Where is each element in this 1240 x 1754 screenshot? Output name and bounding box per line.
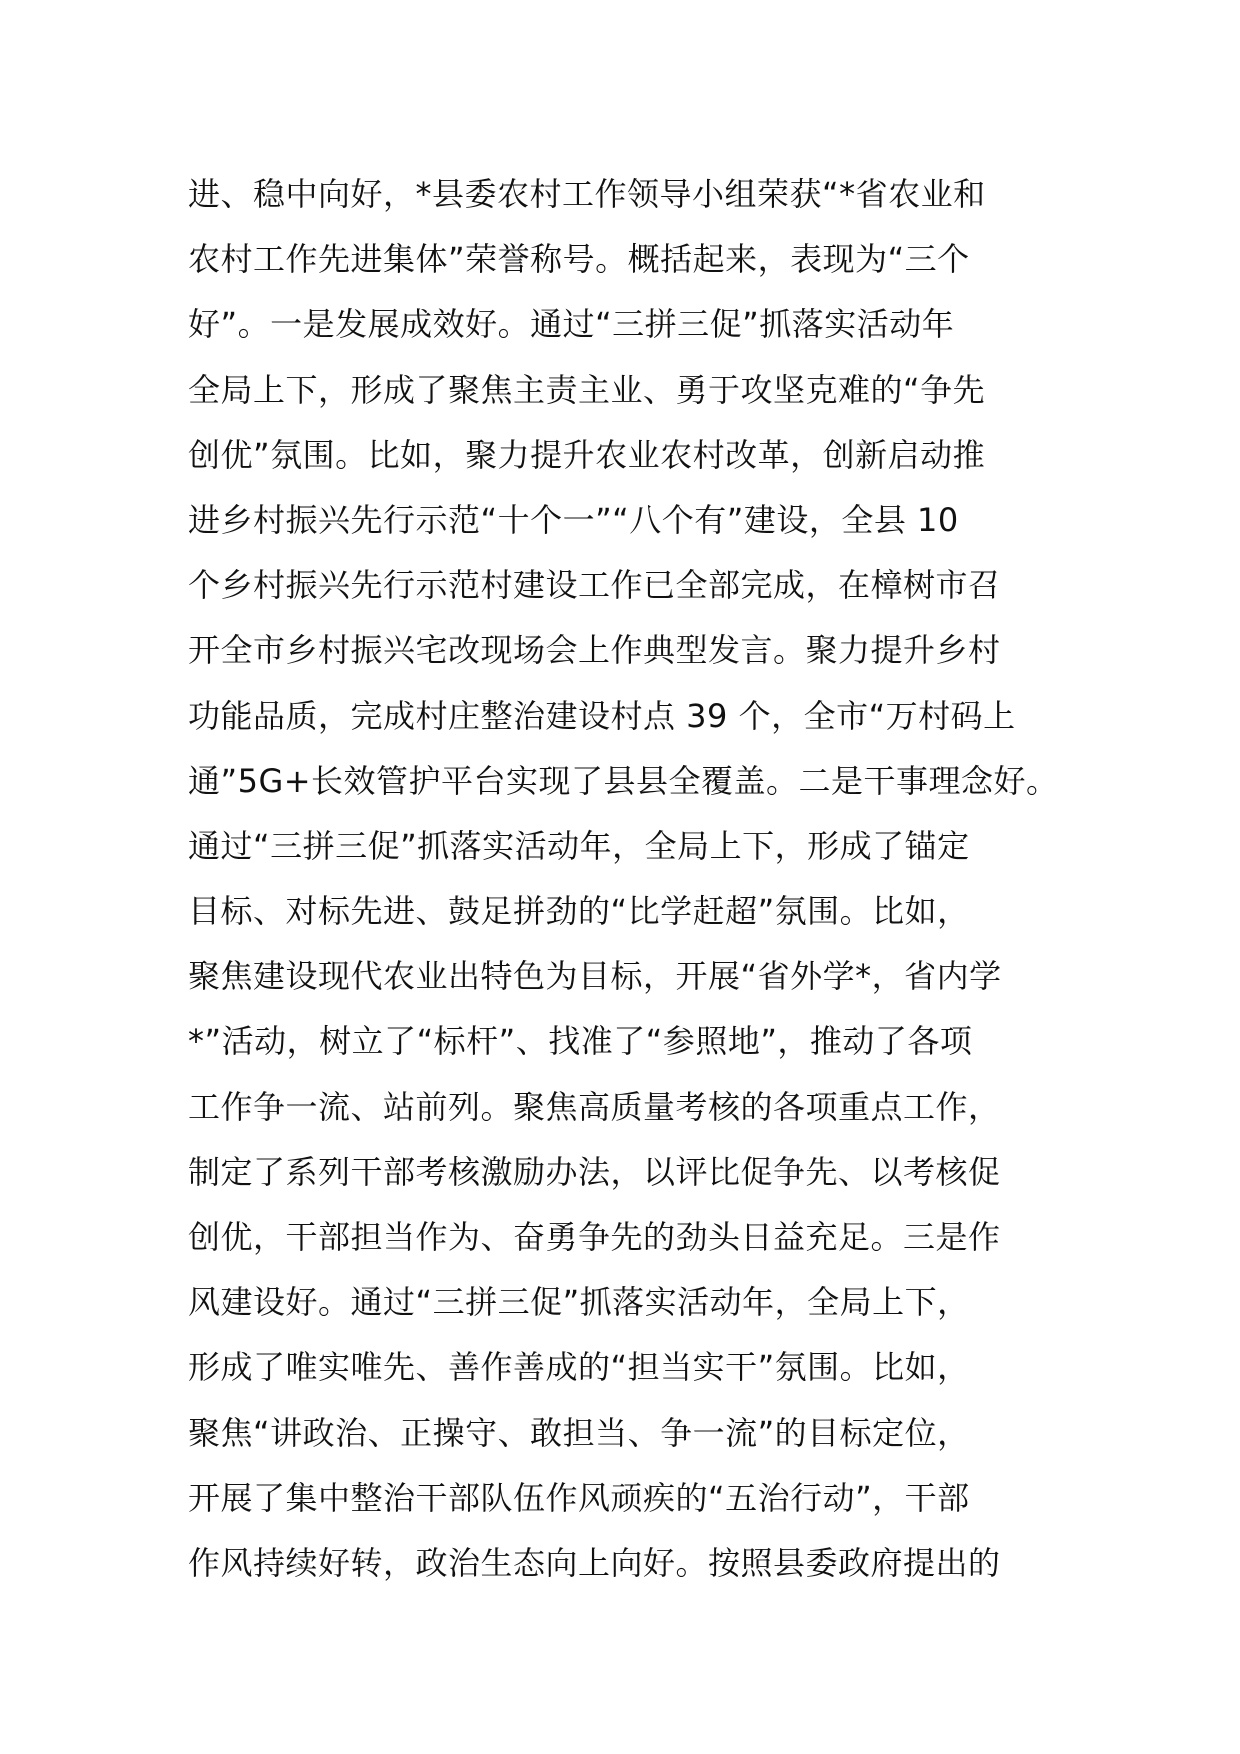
text-line: 作风持续好转，政治生态向上向好。按照县委政府提出的 <box>188 1543 1001 1582</box>
text-line: 进、稳中向好，*县委农村工作领导小组荣获“*省农业和 <box>188 175 986 213</box>
text-line: 创优，干部担当作为、奋勇争先的劲头日益充足。三是作 <box>188 1218 1001 1256</box>
text-line: 个乡村振兴先行示范村建设工作已全部完成，在樟树市召 <box>188 566 1001 605</box>
text-line: 全局上下，形成了聚焦主责主业、勇于攻坚克难的“争先 <box>188 370 986 409</box>
text-line: 好”。一是发展成效好。通过“三拼三促”抓落实活动年 <box>188 305 955 344</box>
text-line: 形成了唯实唯先、善作善成的“担当实干”氛围。比如， <box>188 1348 970 1387</box>
text-line: 开展了集中整治干部队伍作风顽疾的“五治行动”，干部 <box>188 1478 970 1517</box>
text-line: 制定了系列干部考核激励办法，以评比促争先、以考核促 <box>188 1152 1001 1191</box>
text-line: 目标、对标先进、鼓足拼劲的“比学赶超”氛围。比如， <box>188 892 970 931</box>
text-line: 农村工作先进集体”荣誉称号。概括起来，表现为“三个 <box>188 240 970 279</box>
text-line: 通”5G+长效管护平台实现了县县全覆盖。二是干事理念好。 <box>188 761 1059 800</box>
text-line: 风建设好。通过“三拼三促”抓落实活动年，全局上下， <box>188 1283 970 1322</box>
text-line: 聚焦“讲政治、正操守、敢担当、争一流”的目标定位， <box>188 1413 970 1452</box>
text-line: 通过“三拼三促”抓落实活动年，全局上下，形成了锚定 <box>188 826 970 865</box>
text-line: *”活动，树立了“标杆”、找准了“参照地”，推动了各项 <box>188 1022 973 1061</box>
text-line: 开全市乡村振兴宅改现场会上作典型发言。聚力提升乡村 <box>188 631 1001 670</box>
text-line: 功能品质，完成村庄整治建设村点 39 个，全市“万村码上 <box>188 696 1016 735</box>
body-paragraph <box>188 162 1088 1596</box>
text-line: 聚焦建设现代农业出特色为目标，开展“省外学*，省内学 <box>188 957 1002 996</box>
text-line: 进乡村振兴先行示范“十个一”“八个有”建设，全县 10 <box>188 500 959 539</box>
text-line: 创优”氛围。比如，聚力提升农业农村改革，创新启动推 <box>188 435 986 474</box>
text-line: 工作争一流、站前列。聚焦高质量考核的各项重点工作， <box>188 1087 1001 1126</box>
